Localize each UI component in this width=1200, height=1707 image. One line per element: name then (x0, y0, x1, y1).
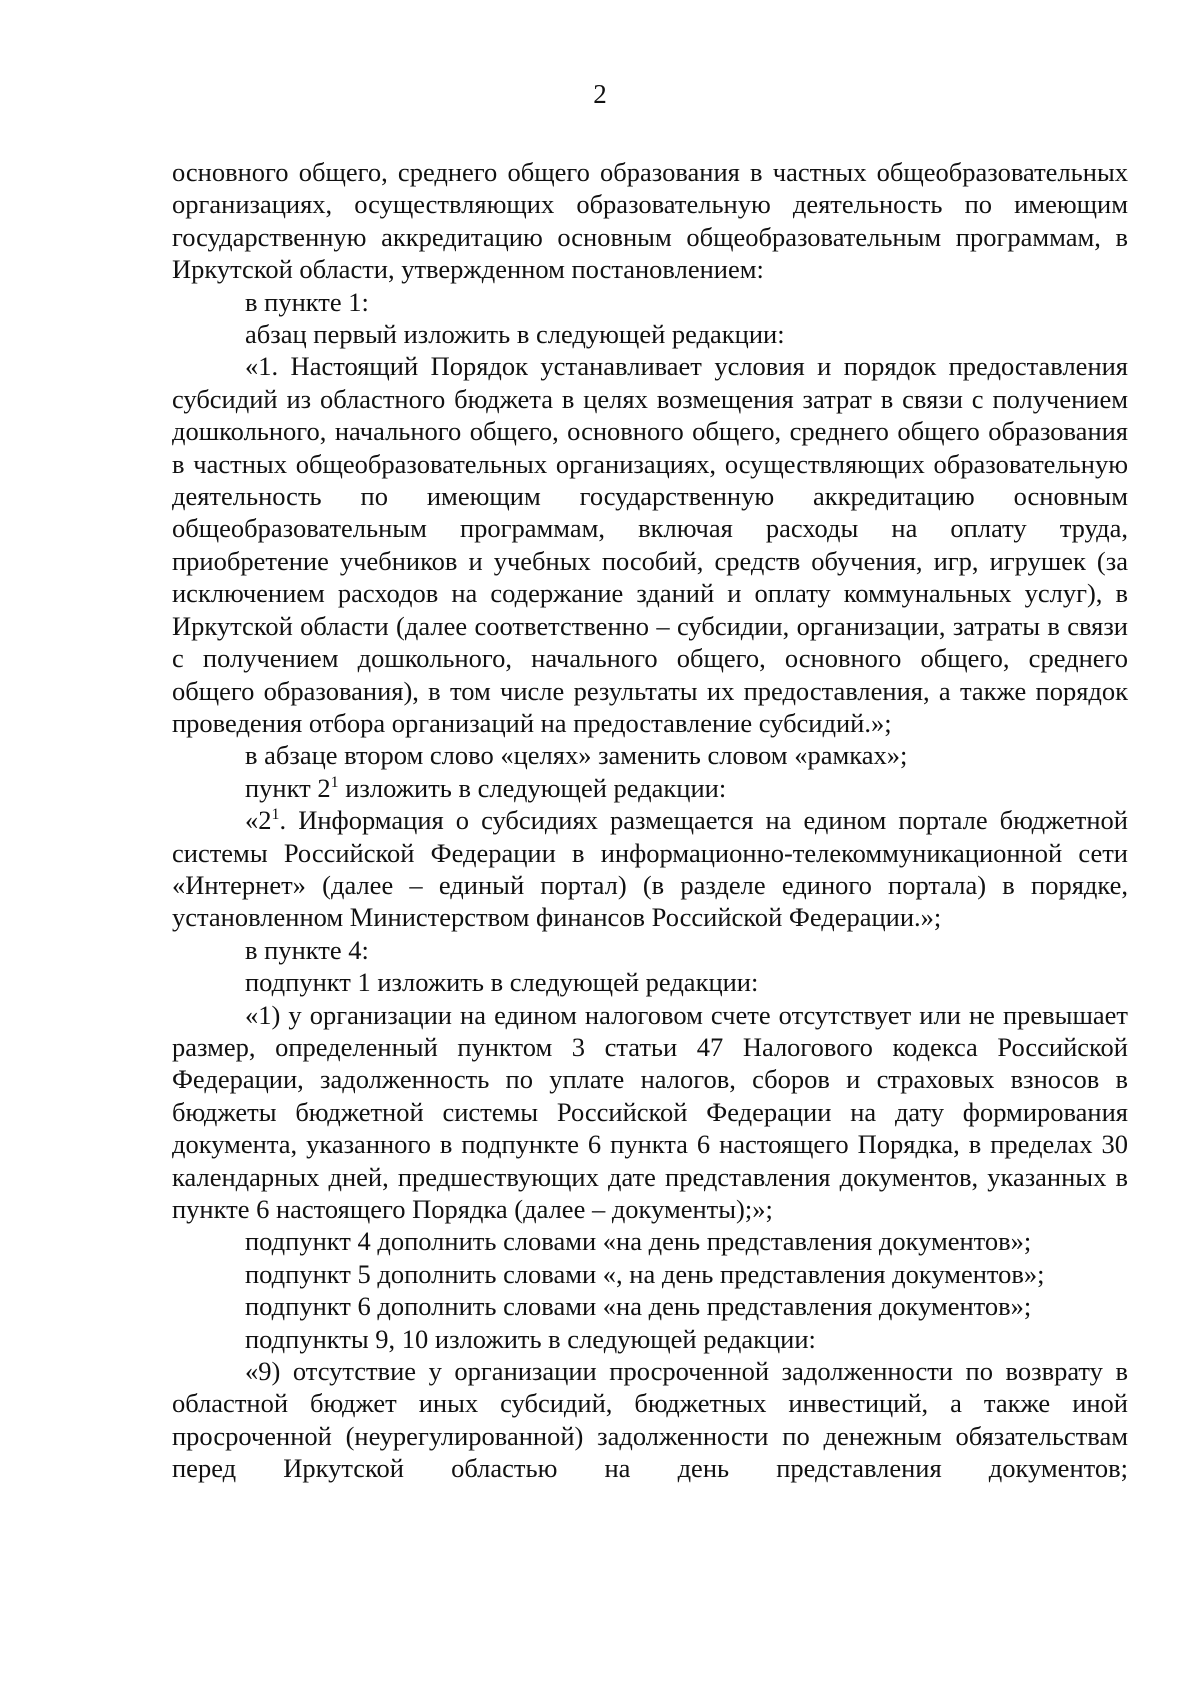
item-2-1-label: пункт 2 (245, 772, 331, 803)
item-2-1-text-rest: . Информация о субсидиях размещается на едином портале бюджетной системы Российской Федерации в информационно-телекоммуникационной сети «Интернет» (далее – единый портал) (в разделе единого портала) в порядке, установленном Министерством финансов Российской Федерации.»; (172, 805, 1128, 933)
item-2-1-superscript: 1 (330, 773, 339, 791)
paragraph-para1-text: «1. Настоящий Порядок устанавливает условия и порядок предоставления субсидий из областного бюджета в целях возмещения затрат в связи с получением дошкольного, начального общего, основного общего, среднего общего образования в частных общеобразовательных организациях, осуществляющих образовательную деятельность по имеющим государственную аккредитацию основным общеобразовательным программам, включая расходы на оплату труда, приобретение учебников и учебных пособий, средств обучения, игр, игрушек (за исключением расходов на содержание зданий и оплату коммунальных услуг), в Иркутской области (далее соответственно – субсидии, организации, затраты в связи с получением дошкольного, начального общего, основного общего, среднего общего образования), в том числе результаты их предоставления, а также порядок проведения отбора организаций на предоставление субсидий.»; (172, 351, 1128, 738)
paragraph-subitem-4: подпункт 4 дополнить словами «на день представления документов»; (245, 1226, 1032, 1257)
paragraph-para2: в абзаце втором слово «целях» заменить словом «рамках»; (245, 740, 908, 771)
paragraph-subitem-5: подпункт 5 дополнить словами «, на день представления документов»; (245, 1258, 1045, 1289)
page-number: 2 (593, 79, 607, 109)
paragraph-item-2-1-text (172, 804, 1128, 934)
paragraph-item-4: в пункте 4: (245, 934, 369, 965)
paragraph-subitem-9-text: «9) отсутствие у организации просроченной задолженности по возврату в областной бюджет иных субсидий, бюджетных инвестиций, а также иной просроченной (неурегулированной) задолженности по денежным обязательствам перед Иркутской областью на день представления документов; (172, 1356, 1128, 1484)
paragraph-subitem-6: подпункт 6 дополнить словами «на день представления документов»; (245, 1291, 1032, 1322)
paragraph-para1-instruction: абзац первый изложить в следующей редакции: (245, 319, 785, 350)
paragraph-subitems-9-10-instruction: подпункты 9, 10 изложить в следующей редакции: (245, 1323, 816, 1354)
document-body (172, 156, 1128, 1485)
item-2-1-text-superscript: 1 (271, 806, 280, 824)
paragraph-item-1: в пункте 1: (245, 286, 369, 317)
paragraph-subitem-1-instruction: подпункт 1 изложить в следующей редакции: (245, 967, 759, 998)
paragraph-intro: основного общего, среднего общего образования в частных общеобразовательных организациях, осуществляющих образовательную деятельность по имеющим государственную аккредитацию основным общеобразовательным программам, в Иркутской области, утвержденном постановлением: (172, 157, 1128, 285)
item-2-1-text-label: «2 (245, 805, 272, 836)
paragraph-item-2-1 (172, 772, 1128, 804)
item-2-1-rest: изложить в следующей редакции: (338, 772, 727, 803)
paragraph-subitem-1-text: «1) у организации на едином налоговом счете отсутствует или не превышает размер, определенный пунктом 3 статьи 47 Налогового кодекса Российской Федерации, задолженность по уплате налогов, сборов и страховых взносов в бюджеты бюджетной системы Российской Федерации на дату формирования документа, указанного в подпункте 6 пункта 6 настоящего Порядка, в пределах 30 календарных дней, предшествующих дате представления документов, указанных в пункте 6 настоящего Порядка (далее – документы);»; (172, 999, 1128, 1224)
